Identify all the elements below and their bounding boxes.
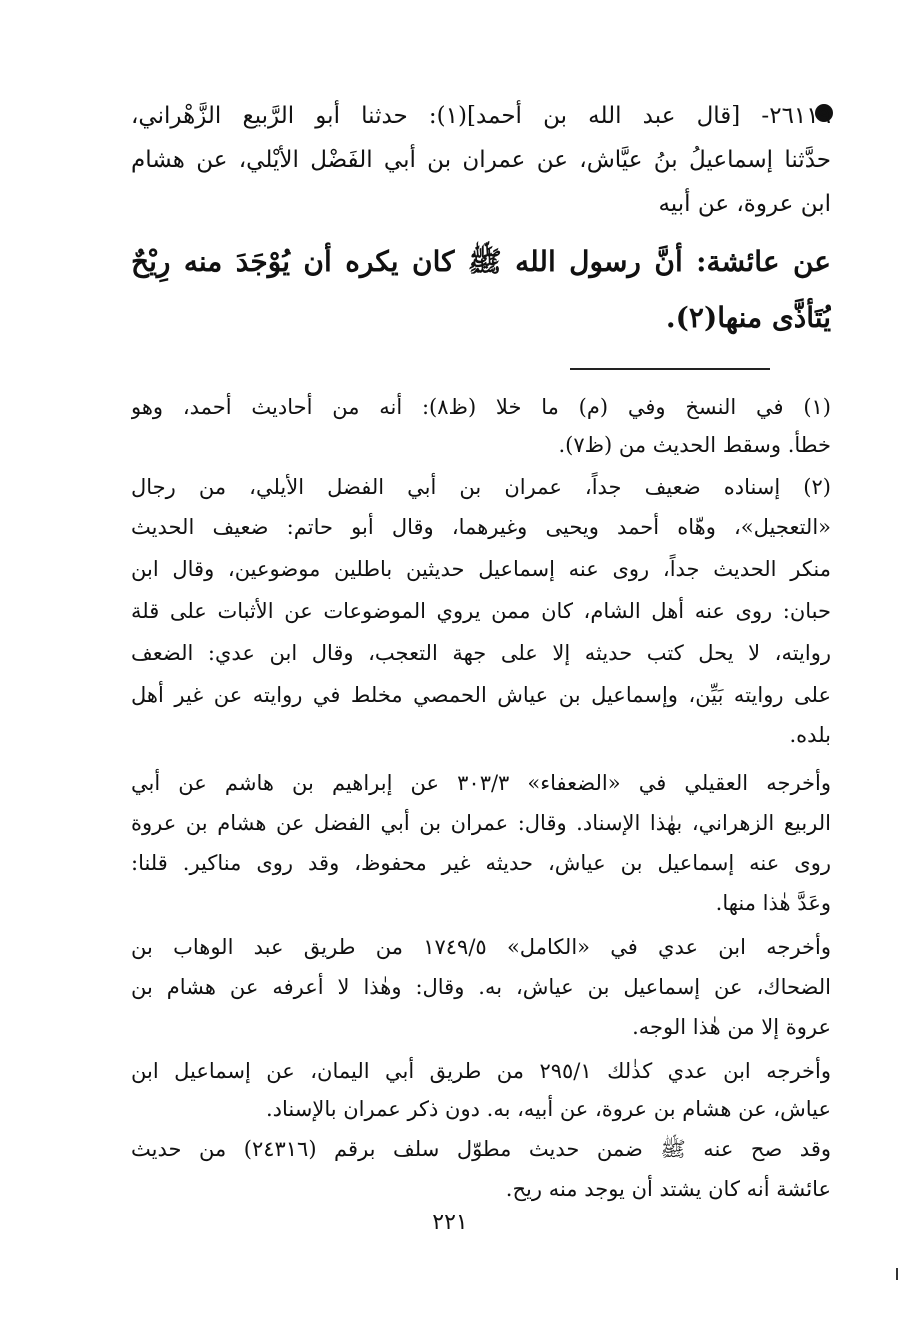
footnote-separator-rule — [570, 368, 770, 370]
sahih-paragraph-line: وقد صح عنه ﷺ ضمن حديث مطوّل سلف برقم (٢٤٣١٦) من حديث — [131, 1137, 831, 1161]
ibnadi-paragraph-line: وأخرجه ابن عدي كذٰلك ٢٩٥/١ من طريق أبي اليمان، عن إسماعيل ابن — [131, 1059, 831, 1083]
footnote-2-line: بلده. — [789, 723, 831, 747]
footnote-2-line: حبان: روى عنه أهل الشام، كان ممن يروي الموضوعات عن الأثبات على قلة — [131, 599, 831, 623]
footnote-2-line: على روايته بَيِّن، وإسماعيل بن عياش الحمصي مخلط في روايته عن غير أهل — [131, 683, 831, 707]
hadith-chain-line-1: ٢٦١١٩- [قال عبد الله بن أحمد](١): حدثنا أبو الرَّبيع الزَّهْراني، — [131, 103, 831, 129]
footnote-2-line: روايته، لا يحل كتب حديثه إلا على جهة التعجب، وقال ابن عدي: الضعف — [131, 641, 831, 665]
hadith-chain-line-2: حدَّثنا إسماعيلُ بنُ عيَّاش، عن عمران بن أبي الفَضْل الأيْلي، عن هشام — [131, 147, 831, 173]
footnote-2-line: منكر الحديث جداً، روى عنه إسماعيل حديثين باطلين موضوعين، وقال ابن — [131, 557, 831, 581]
page-number: ٢٢١ — [432, 1210, 468, 1235]
scan-edge-mark — [896, 1268, 898, 1280]
uqayli-paragraph-line: وعَدَّ هٰذا منها. — [715, 891, 831, 915]
footnote-1-line-1: (١) في النسخ وفي (م) ما خلا (ظ٨): أنه من أحاديث أحمد، وهو — [131, 395, 831, 419]
uqayli-paragraph-line: وأخرجه العقيلي في «الضعفاء» ٣٠٣/٣ عن إبراهيم بن هاشم عن أبي — [131, 771, 831, 795]
kamil-paragraph-line: عروة إلا من هٰذا الوجه. — [632, 1015, 831, 1039]
sahih-paragraph-line: عائشة أنه كان يشتد أن يوجد منه ريح. — [505, 1177, 831, 1201]
hadith-chain-line-3: ابن عروة، عن أبيه — [658, 191, 831, 217]
footnote-1-line-2: خطأ. وسقط الحديث من (ظ٧). — [558, 433, 831, 457]
kamil-paragraph-line: وأخرجه ابن عدي في «الكامل» ١٧٤٩/٥ من طريق عبد الوهاب بن — [131, 935, 831, 959]
hadith-matn-line-2: يُتَأذَّى منها(٢). — [665, 301, 831, 334]
uqayli-paragraph-line: روى عنه إسماعيل بن عياش، حديثه غير محفوظ، وقد روى مناكير. قلنا: — [131, 851, 831, 875]
hadith-matn-line-1: عن عائشة: أنَّ رسول الله ﷺ كان يكره أن يُوْجَدَ منه رِيْحٌ — [131, 245, 831, 278]
kamil-paragraph-line: الضحاك، عن إسماعيل بن عياش، به. وقال: وهٰذا لا أعرفه عن هشام بن — [131, 975, 831, 999]
ibnadi-paragraph-line: عياش، عن هشام بن عروة، عن أبيه، به. دون ذكر عمران بالإسناد. — [266, 1097, 831, 1121]
footnote-2-line: «التعجيل»، وهّاه أحمد ويحيى وغيرهما، وقال أبو حاتم: ضعيف الحديث — [131, 515, 831, 539]
footnote-2-line: (٢) إسناده ضعيف جداً، عمران بن أبي الفضل الأيلي، من رجال — [131, 475, 831, 499]
uqayli-paragraph-line: الربيع الزهراني، بهٰذا الإسناد. وقال: عمران بن أبي الفضل عن هشام بن عروة — [131, 811, 831, 835]
